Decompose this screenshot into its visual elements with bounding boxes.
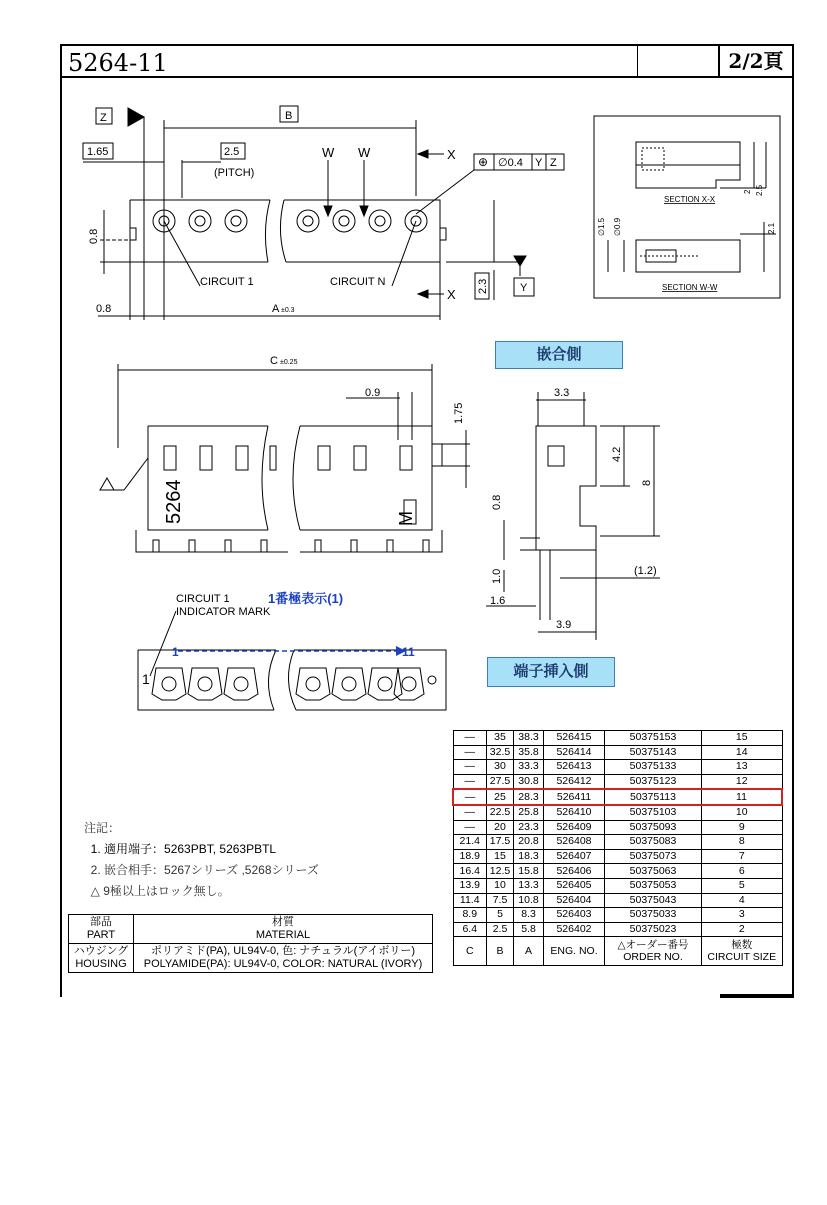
table-cell: 5 (487, 908, 514, 923)
table-cell: 526407 (544, 849, 605, 864)
dim-b-label: B (285, 110, 293, 122)
table-cell: — (453, 774, 487, 789)
notes-heading: 注記： (84, 821, 121, 835)
front-slots (164, 446, 412, 470)
table-cell: 12 (702, 774, 783, 789)
note-2-number: 2. (90, 863, 101, 877)
mat-row-part (69, 944, 134, 973)
side-dim-0-8: 0.8 (491, 494, 503, 510)
table-cell: 3 (702, 908, 783, 923)
table-cell: 526404 (544, 893, 605, 908)
table-cell: 25.8 (514, 805, 544, 820)
dim-1-75: 1.75 (453, 402, 465, 424)
table-cell: 13.3 (514, 878, 544, 893)
table-row (453, 849, 782, 864)
circuit-start-number: 1 (172, 645, 179, 659)
note-1-number: 1. (90, 842, 101, 856)
table-cell: 50375033 (605, 908, 702, 923)
table-cell: 526411 (544, 789, 605, 805)
table-cell: 50375103 (605, 805, 702, 820)
col-order-en: ORDER NO. (623, 951, 683, 964)
mat-row-part-jp: ハウジング (73, 945, 129, 957)
w-label-1: W (322, 145, 335, 160)
mating-side-label: 嵌合側 (495, 341, 623, 369)
mat-head-part (69, 915, 134, 944)
table-row (453, 820, 782, 835)
dim-table-header (453, 937, 782, 966)
drawing-title: 5264-11 (62, 46, 638, 76)
datum-y-label: Y (520, 282, 528, 294)
table-row (453, 731, 782, 746)
table-cell: 18.9 (453, 849, 487, 864)
mold-mark: M (396, 511, 416, 526)
col-size-jp: 極数 (731, 939, 753, 952)
front-pins (153, 540, 429, 552)
table-cell: 50375073 (605, 849, 702, 864)
table-cell: — (453, 731, 487, 746)
table-cell: 7.5 (487, 893, 514, 908)
material-table (68, 914, 433, 973)
section-dim-2-5: 2.5 (755, 184, 764, 196)
table-cell: 6 (702, 864, 783, 879)
table-cell: 20 (487, 820, 514, 835)
table-cell: 10 (702, 805, 783, 820)
mat-row-material-jp: ポリアミド(PA), UL94V-0, 色: ナチュラル(アイボリー) (150, 945, 415, 957)
col-order-no (605, 937, 702, 966)
table-cell: 15 (487, 849, 514, 864)
note-2 (84, 860, 319, 881)
table-cell: 18.3 (514, 849, 544, 864)
table-row (453, 805, 782, 820)
mat-head-material-jp: 材質 (272, 916, 294, 928)
table-row (453, 893, 782, 908)
dim-a-tolerance: ±0.3 (281, 307, 295, 314)
table-cell: 8.9 (453, 908, 487, 923)
table-cell: 33.3 (514, 760, 544, 775)
note-1 (84, 839, 319, 860)
table-cell: 50375083 (605, 835, 702, 850)
top-view (83, 106, 564, 320)
table-cell: 35.8 (514, 745, 544, 760)
col-circuit-size (702, 937, 783, 966)
note-1-text: 適用端子：5263PBT, 5263PBTL (104, 842, 277, 856)
section-dim-2: 2 (743, 189, 752, 194)
top-terminals (153, 210, 427, 232)
side-dim-1-2: (1.2) (634, 565, 657, 577)
table-cell: 25 (487, 789, 514, 805)
notes-block (84, 818, 319, 902)
table-cell: 526414 (544, 745, 605, 760)
bottom-cavities (152, 668, 424, 700)
section-dim-2-1: 2.1 (767, 222, 776, 234)
note-3-text: 9極以上はロック無し。 (103, 884, 230, 898)
side-view (486, 392, 660, 640)
table-cell: 50375023 (605, 922, 702, 937)
table-cell: — (453, 760, 487, 775)
table-cell: 50375133 (605, 760, 702, 775)
table-cell: 8.3 (514, 908, 544, 923)
table-cell: 11.4 (453, 893, 487, 908)
datum-z-label: Z (100, 112, 107, 124)
table-cell: 28.3 (514, 789, 544, 805)
table-cell: 11 (702, 789, 783, 805)
col-eng-no: ENG. NO. (544, 937, 605, 966)
mat-row-part-en: HOUSING (75, 958, 127, 970)
table-cell: 32.5 (487, 745, 514, 760)
table-cell: 526408 (544, 835, 605, 850)
section-box (594, 116, 780, 298)
table-cell: 526403 (544, 908, 605, 923)
table-cell: 50375063 (605, 864, 702, 879)
table-row (453, 835, 782, 850)
terminal-side-label: 端子挿入側 (487, 657, 615, 687)
section-ww-label: SECTION W-W (662, 283, 718, 292)
dim-0-9: 0.9 (365, 387, 381, 399)
circuit-n-label: CIRCUIT N (330, 276, 386, 288)
tolerance-datum-y: Y (535, 157, 543, 169)
dim-2-3: 2.3 (477, 278, 489, 294)
table-cell: 2 (702, 922, 783, 937)
mat-head-part-en: PART (86, 929, 116, 941)
table-cell: 50375143 (605, 745, 702, 760)
table-cell: 526415 (544, 731, 605, 746)
note-2-text: 嵌合相手：5267シリーズ ,5268シリーズ (104, 863, 319, 877)
table-cell: 526410 (544, 805, 605, 820)
jp-indicator-label: 1番極表示(1) (268, 591, 344, 606)
col-order-jp: オーダー番号 (625, 939, 689, 952)
table-row (453, 745, 782, 760)
position-tolerance-icon: ⊕ (478, 155, 489, 169)
table-cell: 15.8 (514, 864, 544, 879)
tolerance-value: ∅0.4 (498, 157, 523, 169)
table-cell: 38.3 (514, 731, 544, 746)
table-cell: 10 (487, 878, 514, 893)
tolerance-datum-z: Z (550, 157, 557, 169)
table-cell: 35 (487, 731, 514, 746)
table-cell: 13 (702, 760, 783, 775)
table-cell: 2.5 (487, 922, 514, 937)
col-size-en: CIRCUIT SIZE (707, 951, 777, 964)
table-cell: 4 (702, 893, 783, 908)
side-dim-1-0: 1.0 (491, 568, 503, 584)
table-cell: 526409 (544, 820, 605, 835)
mat-row-material-en: POLYAMIDE(PA): UL94V-0, COLOR: NATURAL (IVORY) (143, 958, 423, 970)
table-cell: 526405 (544, 878, 605, 893)
table-cell: 30 (487, 760, 514, 775)
col-b: B (487, 937, 514, 966)
dim-c-tolerance: ±0.25 (280, 359, 298, 366)
indicator-mark-label: INDICATOR MARK (176, 606, 271, 618)
mat-head-material-en: MATERIAL (255, 929, 311, 941)
dim-1-65: 1.65 (87, 146, 109, 158)
table-row (453, 774, 782, 789)
dim-8: 8 (641, 479, 653, 486)
table-cell: 6.4 (453, 922, 487, 937)
table-cell: — (453, 805, 487, 820)
dim-a-label: A (272, 303, 280, 315)
table-cell: 16.4 (453, 864, 487, 879)
section-dim-dia-0-9: ∅0.9 (613, 217, 622, 236)
table-cell: 50375123 (605, 774, 702, 789)
circuit-1-label: CIRCUIT 1 (200, 276, 254, 288)
mat-head-material (134, 915, 433, 944)
table-cell: 17.5 (487, 835, 514, 850)
part-number-mold: 5264 (163, 479, 185, 524)
table-cell: 526412 (544, 774, 605, 789)
dim-3-3: 3.3 (554, 387, 570, 399)
col-c: C (453, 937, 487, 966)
x-label-bottom: X (447, 287, 456, 302)
table-cell: 30.8 (514, 774, 544, 789)
mat-head-part-jp: 部品 (90, 916, 112, 928)
dim-pitch: 2.5 (224, 146, 240, 158)
table-cell: 10.8 (514, 893, 544, 908)
table-cell: 15 (702, 731, 783, 746)
cavity-1-mark: 1 (142, 671, 150, 687)
table-cell: — (453, 820, 487, 835)
table-cell: 12.5 (487, 864, 514, 879)
side-dim-1-6: 1.6 (490, 595, 506, 607)
dim-0-8-vertical: 0.8 (88, 228, 100, 244)
note-3 (84, 881, 319, 902)
section-dim-dia-1-5: ∅1.5 (597, 217, 606, 236)
table-cell: 22.5 (487, 805, 514, 820)
table-cell: 20.8 (514, 835, 544, 850)
table-cell: — (453, 789, 487, 805)
x-label-top: X (447, 147, 456, 162)
table-cell: 50375153 (605, 731, 702, 746)
side-dim-3-9: 3.9 (556, 619, 572, 631)
table-row (453, 878, 782, 893)
w-label-2: W (358, 145, 371, 160)
table-cell: 50375113 (605, 789, 702, 805)
table-cell: 5.8 (514, 922, 544, 937)
table-cell: 50375043 (605, 893, 702, 908)
table-cell: 7 (702, 849, 783, 864)
dim-0-8-horizontal: 0.8 (96, 303, 112, 315)
datum-z-flag (128, 108, 144, 126)
bottom-circuit-1: CIRCUIT 1 (176, 593, 230, 605)
table-row (453, 789, 782, 805)
table-cell: 8 (702, 835, 783, 850)
mat-row-material (134, 944, 433, 973)
table-row (453, 908, 782, 923)
section-xx-label: SECTION X-X (664, 195, 716, 204)
bottom-view (138, 611, 446, 710)
table-cell: 50375093 (605, 820, 702, 835)
table-cell: 27.5 (487, 774, 514, 789)
table-cell: 526402 (544, 922, 605, 937)
table-row (453, 864, 782, 879)
table-row (453, 922, 782, 937)
warning-triangle-icon: △ (617, 939, 626, 952)
warning-triangle-icon: △ (90, 884, 100, 898)
table-row (453, 760, 782, 775)
table-cell: — (453, 745, 487, 760)
table-cell: 23.3 (514, 820, 544, 835)
table-cell: 5 (702, 878, 783, 893)
dim-c-label: C (270, 355, 278, 367)
page-number: 2/2頁 (728, 49, 784, 73)
dimension-table (452, 730, 783, 966)
col-a: A (514, 937, 544, 966)
table-cell: 9 (702, 820, 783, 835)
pitch-label: (PITCH) (214, 167, 255, 179)
table-cell: 13.9 (453, 878, 487, 893)
table-cell: 526413 (544, 760, 605, 775)
table-cell: 50375053 (605, 878, 702, 893)
table-cell: 526406 (544, 864, 605, 879)
table-cell: 14 (702, 745, 783, 760)
circuit-end-number: 11 (402, 645, 415, 659)
dim-4-2: 4.2 (611, 446, 623, 462)
table-cell: 21.4 (453, 835, 487, 850)
